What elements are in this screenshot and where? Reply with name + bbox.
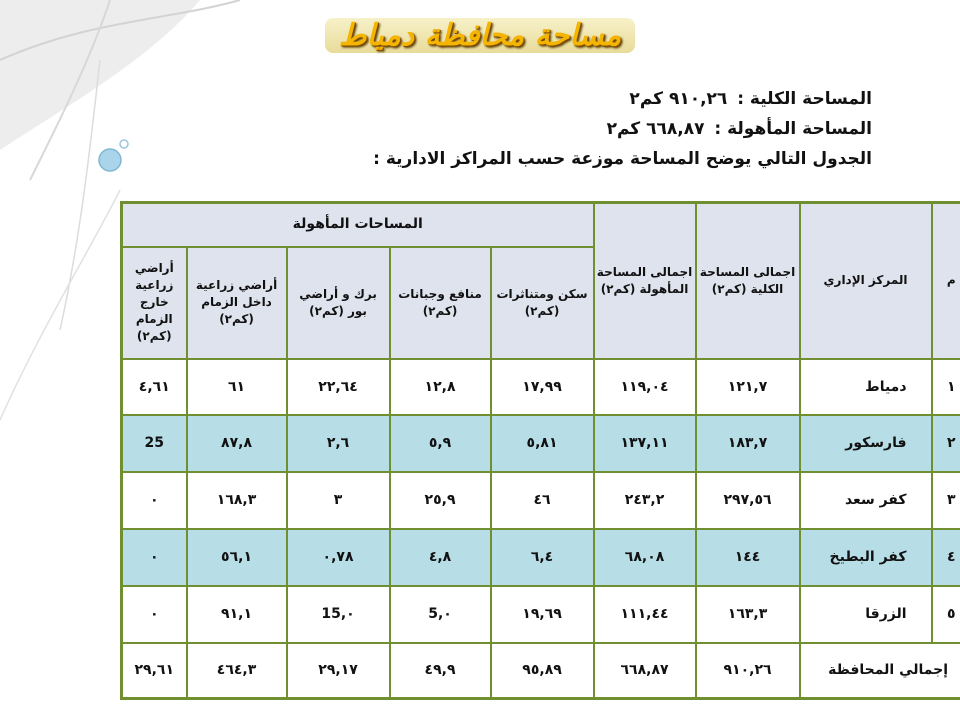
- cell-num: ١: [932, 359, 960, 415]
- header-housing: سكن ومتناثرات (كم٢): [491, 247, 594, 359]
- cell-agri-inside: ٨٧,٨: [187, 415, 287, 472]
- total-area-value: ٩١٠,٢٦ كم٢: [629, 89, 728, 109]
- cell-agri-outside: ٠: [122, 529, 187, 586]
- cell-total-inhabited: ٦٦٨,٨٧: [594, 643, 696, 699]
- cell-housing: ١٧,٩٩: [491, 359, 594, 415]
- cell-ponds: ٢٩,١٧: [287, 643, 390, 699]
- cell-center: الزرقا: [800, 586, 932, 643]
- cell-agri-outside: ٠: [122, 472, 187, 529]
- cell-housing: ٤٦: [491, 472, 594, 529]
- table-row: [122, 529, 960, 586]
- cell-total-area: ١٦٣,٣: [696, 586, 800, 643]
- total-area-label: المساحة الكلية :: [737, 89, 872, 109]
- area-table: [120, 201, 960, 700]
- cell-facilities: ٥,٩: [390, 415, 491, 472]
- header-ponds: برك و أراضي بور (كم٢): [287, 247, 390, 359]
- table-row: [122, 415, 960, 472]
- cell-center: كفر سعد: [800, 472, 932, 529]
- cell-total-inhabited: ١١١,٤٤: [594, 586, 696, 643]
- page-title-wrapper: [0, 18, 960, 53]
- cell-total-inhabited: ٦٨,٠٨: [594, 529, 696, 586]
- cell-total-area: ١٢١,٧: [696, 359, 800, 415]
- table-total-row: [122, 643, 960, 699]
- cell-total-area: ١٨٣,٧: [696, 415, 800, 472]
- cell-agri-outside: ٤,٦١: [122, 359, 187, 415]
- cell-facilities: ٠,5: [390, 586, 491, 643]
- table-row: [122, 359, 960, 415]
- page-title: مساحة محافظة دمياط: [325, 18, 635, 53]
- cell-total-label: إجمالي المحافظة: [800, 643, 960, 699]
- cell-facilities: ١٢,٨: [390, 359, 491, 415]
- cell-ponds: ٢,٦: [287, 415, 390, 472]
- header-num: م: [932, 203, 960, 359]
- cell-num: ٥: [932, 586, 960, 643]
- cell-housing: ٩٥,٨٩: [491, 643, 594, 699]
- cell-total-inhabited: ١٣٧,١١: [594, 415, 696, 472]
- header-center: المركز الإداري: [800, 203, 932, 359]
- cell-agri-inside: ٩١,١: [187, 586, 287, 643]
- cell-facilities: ٤,٨: [390, 529, 491, 586]
- table-row: [122, 472, 960, 529]
- cell-ponds: ٠,15: [287, 586, 390, 643]
- cell-center: كفر البطيخ: [800, 529, 932, 586]
- header-inhabited-group: المساحات المأهولة: [122, 203, 594, 247]
- cell-ponds: ٠,٧٨: [287, 529, 390, 586]
- table-intro: الجدول التالي يوضح المساحة موزعة حسب المراكز الادارية :: [373, 149, 872, 169]
- inhabited-area-label: المساحة المأهولة :: [714, 119, 872, 139]
- header-agri-inside: أراضي زراعية داخل الزمام (كم٢): [187, 247, 287, 359]
- area-table-wrapper: [120, 201, 956, 697]
- cell-agri-inside: ٥٦,١: [187, 529, 287, 586]
- header-total-area: اجمالى المساحة الكلية (كم٢): [696, 203, 800, 359]
- cell-center: دمياط: [800, 359, 932, 415]
- cell-agri-outside: ٠: [122, 586, 187, 643]
- cell-num: ٣: [932, 472, 960, 529]
- cell-center: فارسكور: [800, 415, 932, 472]
- header-total-inhabited: اجمالى المساحة المأهولة (كم٢): [594, 203, 696, 359]
- cell-ponds: ٣: [287, 472, 390, 529]
- inhabited-area-value: ٦٦٨,٨٧ كم٢: [606, 119, 705, 139]
- cell-total-area: ٩١٠,٢٦: [696, 643, 800, 699]
- cell-facilities: ٤٩,٩: [390, 643, 491, 699]
- total-area-line: [373, 84, 872, 114]
- cell-housing: ٦,٤: [491, 529, 594, 586]
- cell-housing: ٥,٨١: [491, 415, 594, 472]
- cell-num: ٢: [932, 415, 960, 472]
- cell-agri-outside: 25: [122, 415, 187, 472]
- header-facilities: منافع وجبانات (كم٢): [390, 247, 491, 359]
- table-row: [122, 586, 960, 643]
- header-agri-outside: أراضي زراعية خارج الزمام (كم٢): [122, 247, 187, 359]
- cell-agri-inside: ٦١: [187, 359, 287, 415]
- cell-total-inhabited: ٢٤٣,٢: [594, 472, 696, 529]
- cell-ponds: ٢٢,٦٤: [287, 359, 390, 415]
- info-block: [373, 84, 872, 174]
- cell-agri-outside: ٢٩,٦١: [122, 643, 187, 699]
- cell-agri-inside: ١٦٨,٣: [187, 472, 287, 529]
- inhabited-area-line: [373, 114, 872, 144]
- cell-total-inhabited: ١١٩,٠٤: [594, 359, 696, 415]
- cell-total-area: ١٤٤: [696, 529, 800, 586]
- cell-total-area: ٢٩٧,٥٦: [696, 472, 800, 529]
- cell-num: ٤: [932, 529, 960, 586]
- cell-housing: ١٩,٦٩: [491, 586, 594, 643]
- cell-agri-inside: ٤٦٤,٣: [187, 643, 287, 699]
- cell-facilities: ٢٥,٩: [390, 472, 491, 529]
